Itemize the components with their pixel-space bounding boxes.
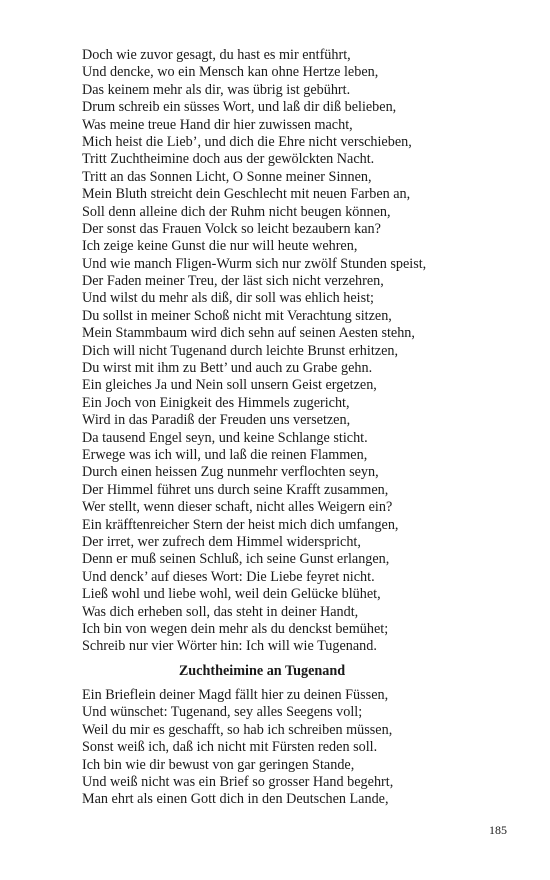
poem-line: Und dencke, wo ein Mensch kan ohne Hertze leben, — [82, 64, 379, 81]
poem-line: Der irret, wer zufrech dem Himmel widerspricht, — [82, 533, 361, 550]
poem-line: Ich zeige keine Gunst die nur will heute wehren, — [82, 238, 358, 255]
poem-line: Und wilst du mehr als diß, dir soll was ehlich heist; — [82, 290, 374, 307]
poem-line: Soll denn alleine dich der Ruhm nicht beugen können, — [82, 203, 391, 220]
poem-stanza-1 — [82, 47, 522, 656]
poem-line: Tritt an das Sonnen Licht, O Sonne meiner Sinnen, — [82, 168, 372, 185]
poem-line: Dich will nicht Tugenand durch leichte Brunst erhitzen, — [82, 342, 399, 359]
poem-line: Durch einen heissen Zug nunmehr verflochten seyn, — [82, 464, 379, 481]
poem-line: Ich bin von wegen dein mehr als du denckst bemühet; — [82, 620, 389, 637]
poem-line: Man ehrt als einen Gott dich in den Deutschen Lande, — [82, 791, 389, 808]
poem-line: Ein kräfftenreicher Stern der heist mich dich umfangen, — [82, 516, 399, 533]
poem-line: Weil du mir es geschafft, so hab ich schreiben müssen, — [82, 721, 393, 738]
poem-line: Ich bin wie dir bewust von gar geringen Stande, — [82, 756, 355, 773]
poem-line: Erwege was ich will, und laß die reinen Flammen, — [82, 446, 368, 463]
poem-line: Drum schreib ein süsses Wort, und laß dir diß belieben, — [82, 99, 397, 116]
poem-line: Und wie manch Fligen-Wurm sich nur zwölf Stunden speist, — [82, 255, 427, 272]
poem-line: Denn er muß seinen Schluß, ich seine Gunst erlangen, — [82, 551, 390, 568]
poem-line: Da tausend Engel seyn, und keine Schlange sticht. — [82, 429, 368, 446]
poem-line: Du wirst mit ihm zu Bett’ und auch zu Grabe gehn. — [82, 360, 373, 377]
poem-line: Sonst weiß ich, daß ich nicht mit Fürsten reden soll. — [82, 739, 378, 756]
poem-line: Ein gleiches Ja und Nein soll unsern Geist ergetzen, — [82, 377, 377, 394]
poem-line: Ein Brieflein deiner Magd fällt hier zu deinen Füssen, — [82, 687, 389, 703]
poem-line: Mein Bluth streicht dein Geschlecht mit neuen Farben an, — [82, 186, 411, 203]
poem-line: Ließ wohl und liebe wohl, weil dein Gelücke blühet, — [82, 586, 381, 603]
poem-line: Schreib nur vier Wörter hin: Ich will wie Tugenand. — [82, 638, 377, 655]
poem-line: Das keinem mehr als dir, was übrig ist gebührt. — [82, 81, 351, 98]
poem-line: Du sollst in meiner Schoß nicht mit Verachtung sitzen, — [82, 307, 392, 324]
poem-line: Wird in das Paradiß der Freuden uns versetzen, — [82, 412, 351, 429]
poem-line: Wer stellt, wenn dieser schaft, nicht alles Weigern ein? — [82, 499, 393, 516]
poem-heading: Zuchtheimine an Tugenand — [178, 663, 346, 679]
poem-line: Und denck’ auf dieses Wort: Die Liebe feyret nicht. — [82, 568, 375, 585]
poem-line: Der Faden meiner Treu, der läst sich nicht verzehren, — [82, 273, 384, 290]
poem-line: Doch wie zuvor gesagt, du hast es mir entführt, — [82, 47, 351, 63]
poem-line: Der Himmel führet uns durch seine Krafft zusammen, — [82, 481, 389, 498]
poem-line: Ein Joch von Einigkeit des Himmels zugericht, — [82, 394, 350, 411]
poem-line: Mein Stammbaum wird dich sehn auf seinen Aesten stehn, — [82, 325, 415, 342]
poem-stanza-2 — [82, 687, 522, 809]
poem-line: Der sonst das Frauen Volck so leicht bezaubern kan? — [82, 220, 381, 237]
poem-line: Was meine treue Hand dir hier zuwissen macht, — [82, 116, 353, 133]
poem-line: Was dich erheben soll, das steht in deiner Handt, — [82, 603, 359, 620]
poem-line: Mich heist die Lieb’, und dich die Ehre nicht verschieben, — [82, 133, 412, 150]
poem-line: Und weiß nicht was ein Brief so grosser Hand begehrt, — [82, 773, 394, 790]
poem-line: Tritt Zuchtheimine doch aus der gewölckten Nacht. — [82, 151, 375, 168]
poem-line: Und wünschet: Tugenand, sey alles Seegens voll; — [82, 704, 363, 721]
page-number: 185 — [489, 823, 507, 837]
